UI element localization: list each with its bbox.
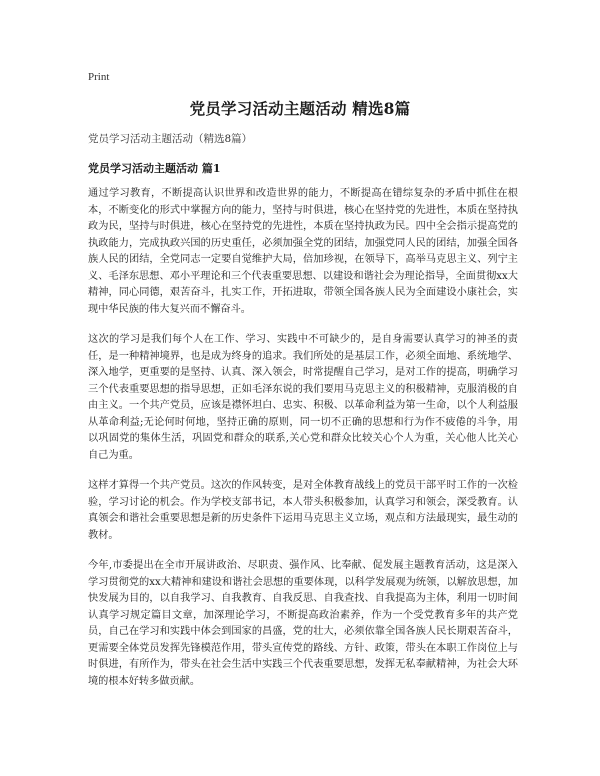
article-body: [88, 186, 518, 704]
document-subtitle: 党员学习活动主题活动（精选8篇）: [88, 133, 253, 145]
paragraph-4: 今年,市委提出在全市开展讲政治、尽职责、强作风、比奉献、促发展主题教育活动，这是深入学习贯彻党的xx大精神和建设和谐社会思想的重要体现，以科学发展观为统领，以解放思想，加快发展为目的，以自我学习、自我教育、自我反思、自我查找、自我提高为主体，利用一切时间认真学习规定篇目文章，加深理论学习，不断提高政治素养，作为一个受党教育多年的共产党员，自己在学习和实践中体会到国家的昌盛，党的壮大，必须依靠全国各族人民长期艰苦奋斗，更需要全体党员发挥先锋模范作用，带头宣传党的路线、方针、政策，带头在本职工作岗位上与时俱进，有所作为，带头在社会生活中实践三个代表重要思想，发挥无私奉献精神，为社会大环境的根本好转多做贡献。: [88, 560, 518, 687]
paragraph-3: 这样才算得一个共产党员。这次的作风转变，是对全体教育战线上的党员干部平时工作的一次检验，学习讨论的机会。作为学校支部书记，本人带头积极参加，认真学习和领会，深受教育。认真领会和谐社会重要思想是新的历史条件下运用马克思主义立场，观点和方法最现实，最生动的教材。: [88, 480, 518, 541]
paragraph-1: 通过学习教育，不断提高认识世界和改造世界的能力，不断提高在错综复杂的矛盾中抓住在根本，不断变化的形式中掌握方向的能力，坚持与时俱进，核心在坚持党的先进性，本质在坚持执政为民，坚持与时俱进，核心在坚持党的先进性，本质在坚持执政为民。四中全会指示提高党的执政能力，完成执政兴国的历史重任，必须加强全党的团结，加强党同人民的团结，加强全国各族人民的团结，全党同志一定要自觉维护大局，倍加珍视，在领导下，高举马克思主义、列宁主义、毛泽东思想、邓小平理论和三个代表重要思想、以建设和谐社会为理论指导，全面贯彻xx大精神，同心同德，艰苦奋斗，扎实工作，开拓进取，带领全国各族人民为全面建设小康社会，实现中华民族的伟大复兴而不懈奋斗。: [88, 188, 518, 315]
paragraph-2: 这次的学习是我们每个人在工作、学习、实践中不可缺少的，是自身需要认真学习的神圣的责任，是一种精神境界，也是成为终身的追求。我们所处的是基层工作，必须全面地、系统地学、深入地学，更重要的是坚持、认真、深入领会，时常提醒自己学习，是对工作的提高，明确学习三个代表重要思想的指导思想，正如毛泽东说的我们要用马克思主义的积极精神，克服消极的自由主义。一个共产党员，应该是襟怀坦白、忠实、积极、以革命利益为第一生命，以个人利益服从革命利益;无论何时何地，坚持正确的原则，同一切不正确的思想和行为作不疲倦的斗争，用以巩固党的集体生活，巩固党和群众的联系,关心党和群众比较关心个人为重，关心他人比关心自己为重。: [88, 334, 518, 461]
print-link[interactable]: Print: [88, 71, 110, 83]
section-heading: 党员学习活动主题活动 篇1: [88, 162, 221, 175]
document-title: 党员学习活动主题活动 精选8篇: [189, 99, 411, 118]
